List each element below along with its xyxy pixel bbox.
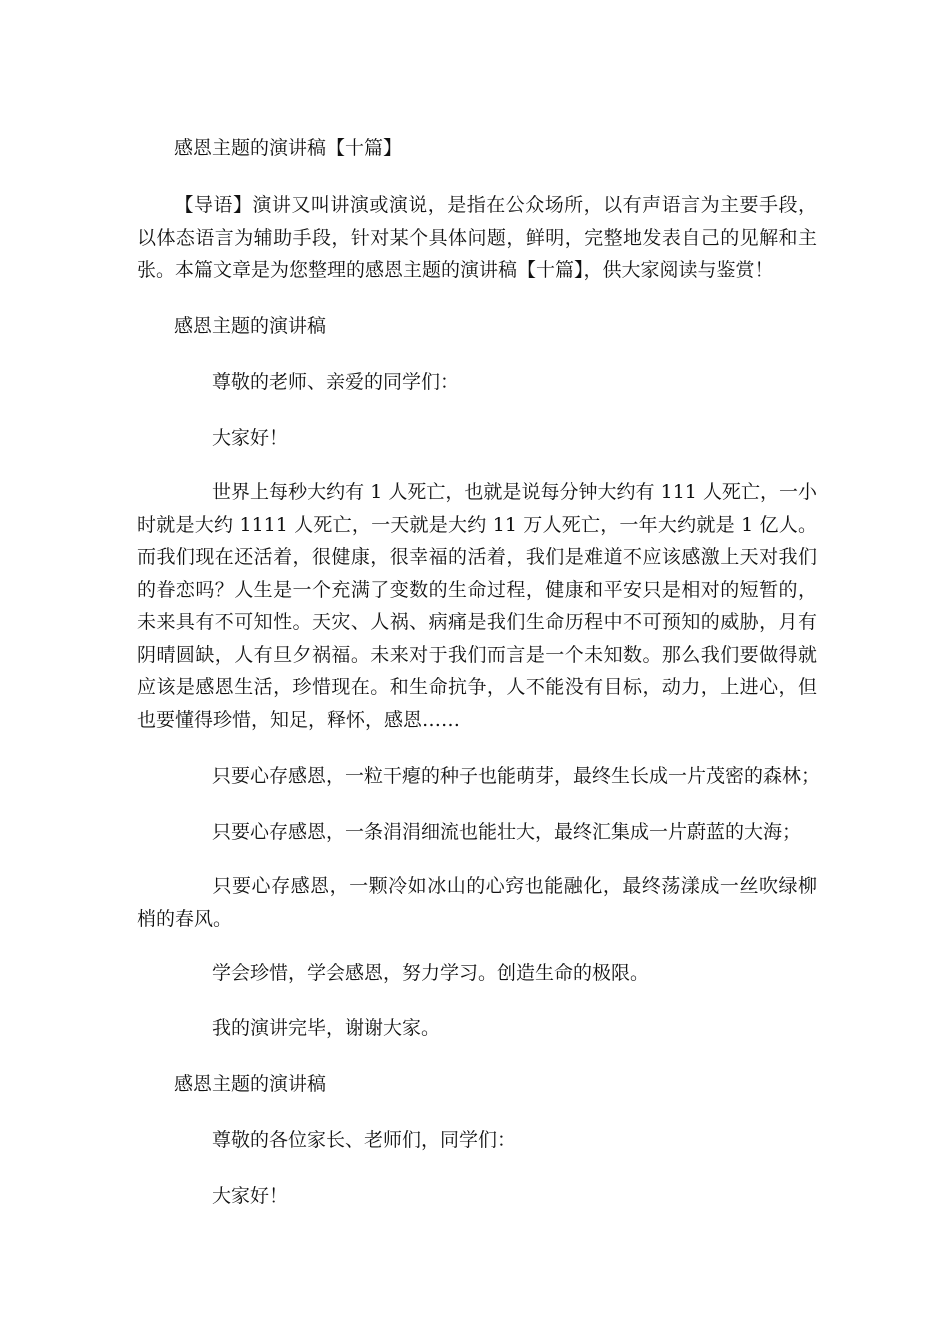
speech-1-paragraph-5: 学会珍惜，学会感恩，努力学习。创造生命的极限。 (212, 962, 650, 984)
speech-1-paragraph-1-text: 世界上每秒大约有 1 人死亡，也就是说每分钟大约有 111 人死亡，一小时就是大约 1111 人死亡，一天就是大约 11 万人死亡，一年大约就是 1 亿人。而我们现在还活着，很健康，很幸福的活着，我们是难道不应该感激上天对我们的眷恋吗？人生是一个充满了变数的生命过程，健康和平安只是相对的短暂的，未来具有不可知性。天灾、人祸、病痛是我们生命历程中不可预知的威胁，月有阴晴圆缺，人有旦夕祸福。未来对于我们而言是一个未知数。那么我们要做得就应该是感恩生活，珍惜现在。和生命抗争，人不能没有目标，动力，上进心，但也要懂得珍惜，知足，释怀，感恩…… (137, 481, 817, 731)
document-title: 感恩主题的演讲稿【十篇】 (174, 137, 403, 159)
intro-text: 【导语】演讲又叫讲演或演说，是指在公众场所，以有声语言为主要手段，以体态语言为辅助手段，针对某个具体问题，鲜明，完整地发表自己的见解和主张。本篇文章是为您整理的感恩主题的演讲稿【十篇】，供大家阅读与鉴赏！ (137, 194, 817, 281)
speech-1-paragraph-1 (137, 476, 817, 736)
speech-1-paragraph-3: 只要心存感恩，一条涓涓细流也能壮大，最终汇集成一片蔚蓝的大海； (212, 821, 802, 843)
speech-1-heading: 感恩主题的演讲稿 (174, 315, 327, 337)
speech-1-paragraph-4-text: 只要心存感恩，一颗冷如冰山的心窍也能融化，最终荡漾成一丝吹绿柳梢的春风。 (137, 875, 817, 930)
speech-1-salutation: 尊敬的老师、亲爱的同学们： (212, 371, 460, 393)
intro-paragraph (137, 189, 817, 287)
speech-1-paragraph-2: 只要心存感恩，一粒干瘪的种子也能萌芽，最终生长成一片茂密的森林； (212, 765, 821, 787)
speech-1-paragraph-4 (137, 870, 817, 935)
speech-2-heading: 感恩主题的演讲稿 (174, 1073, 327, 1095)
speech-2-salutation: 尊敬的各位家长、老师们，同学们： (212, 1129, 517, 1151)
speech-1-greeting: 大家好！ (212, 427, 289, 449)
speech-1-closing: 我的演讲完毕，谢谢大家。 (212, 1017, 441, 1039)
speech-2-greeting: 大家好！ (212, 1185, 289, 1207)
